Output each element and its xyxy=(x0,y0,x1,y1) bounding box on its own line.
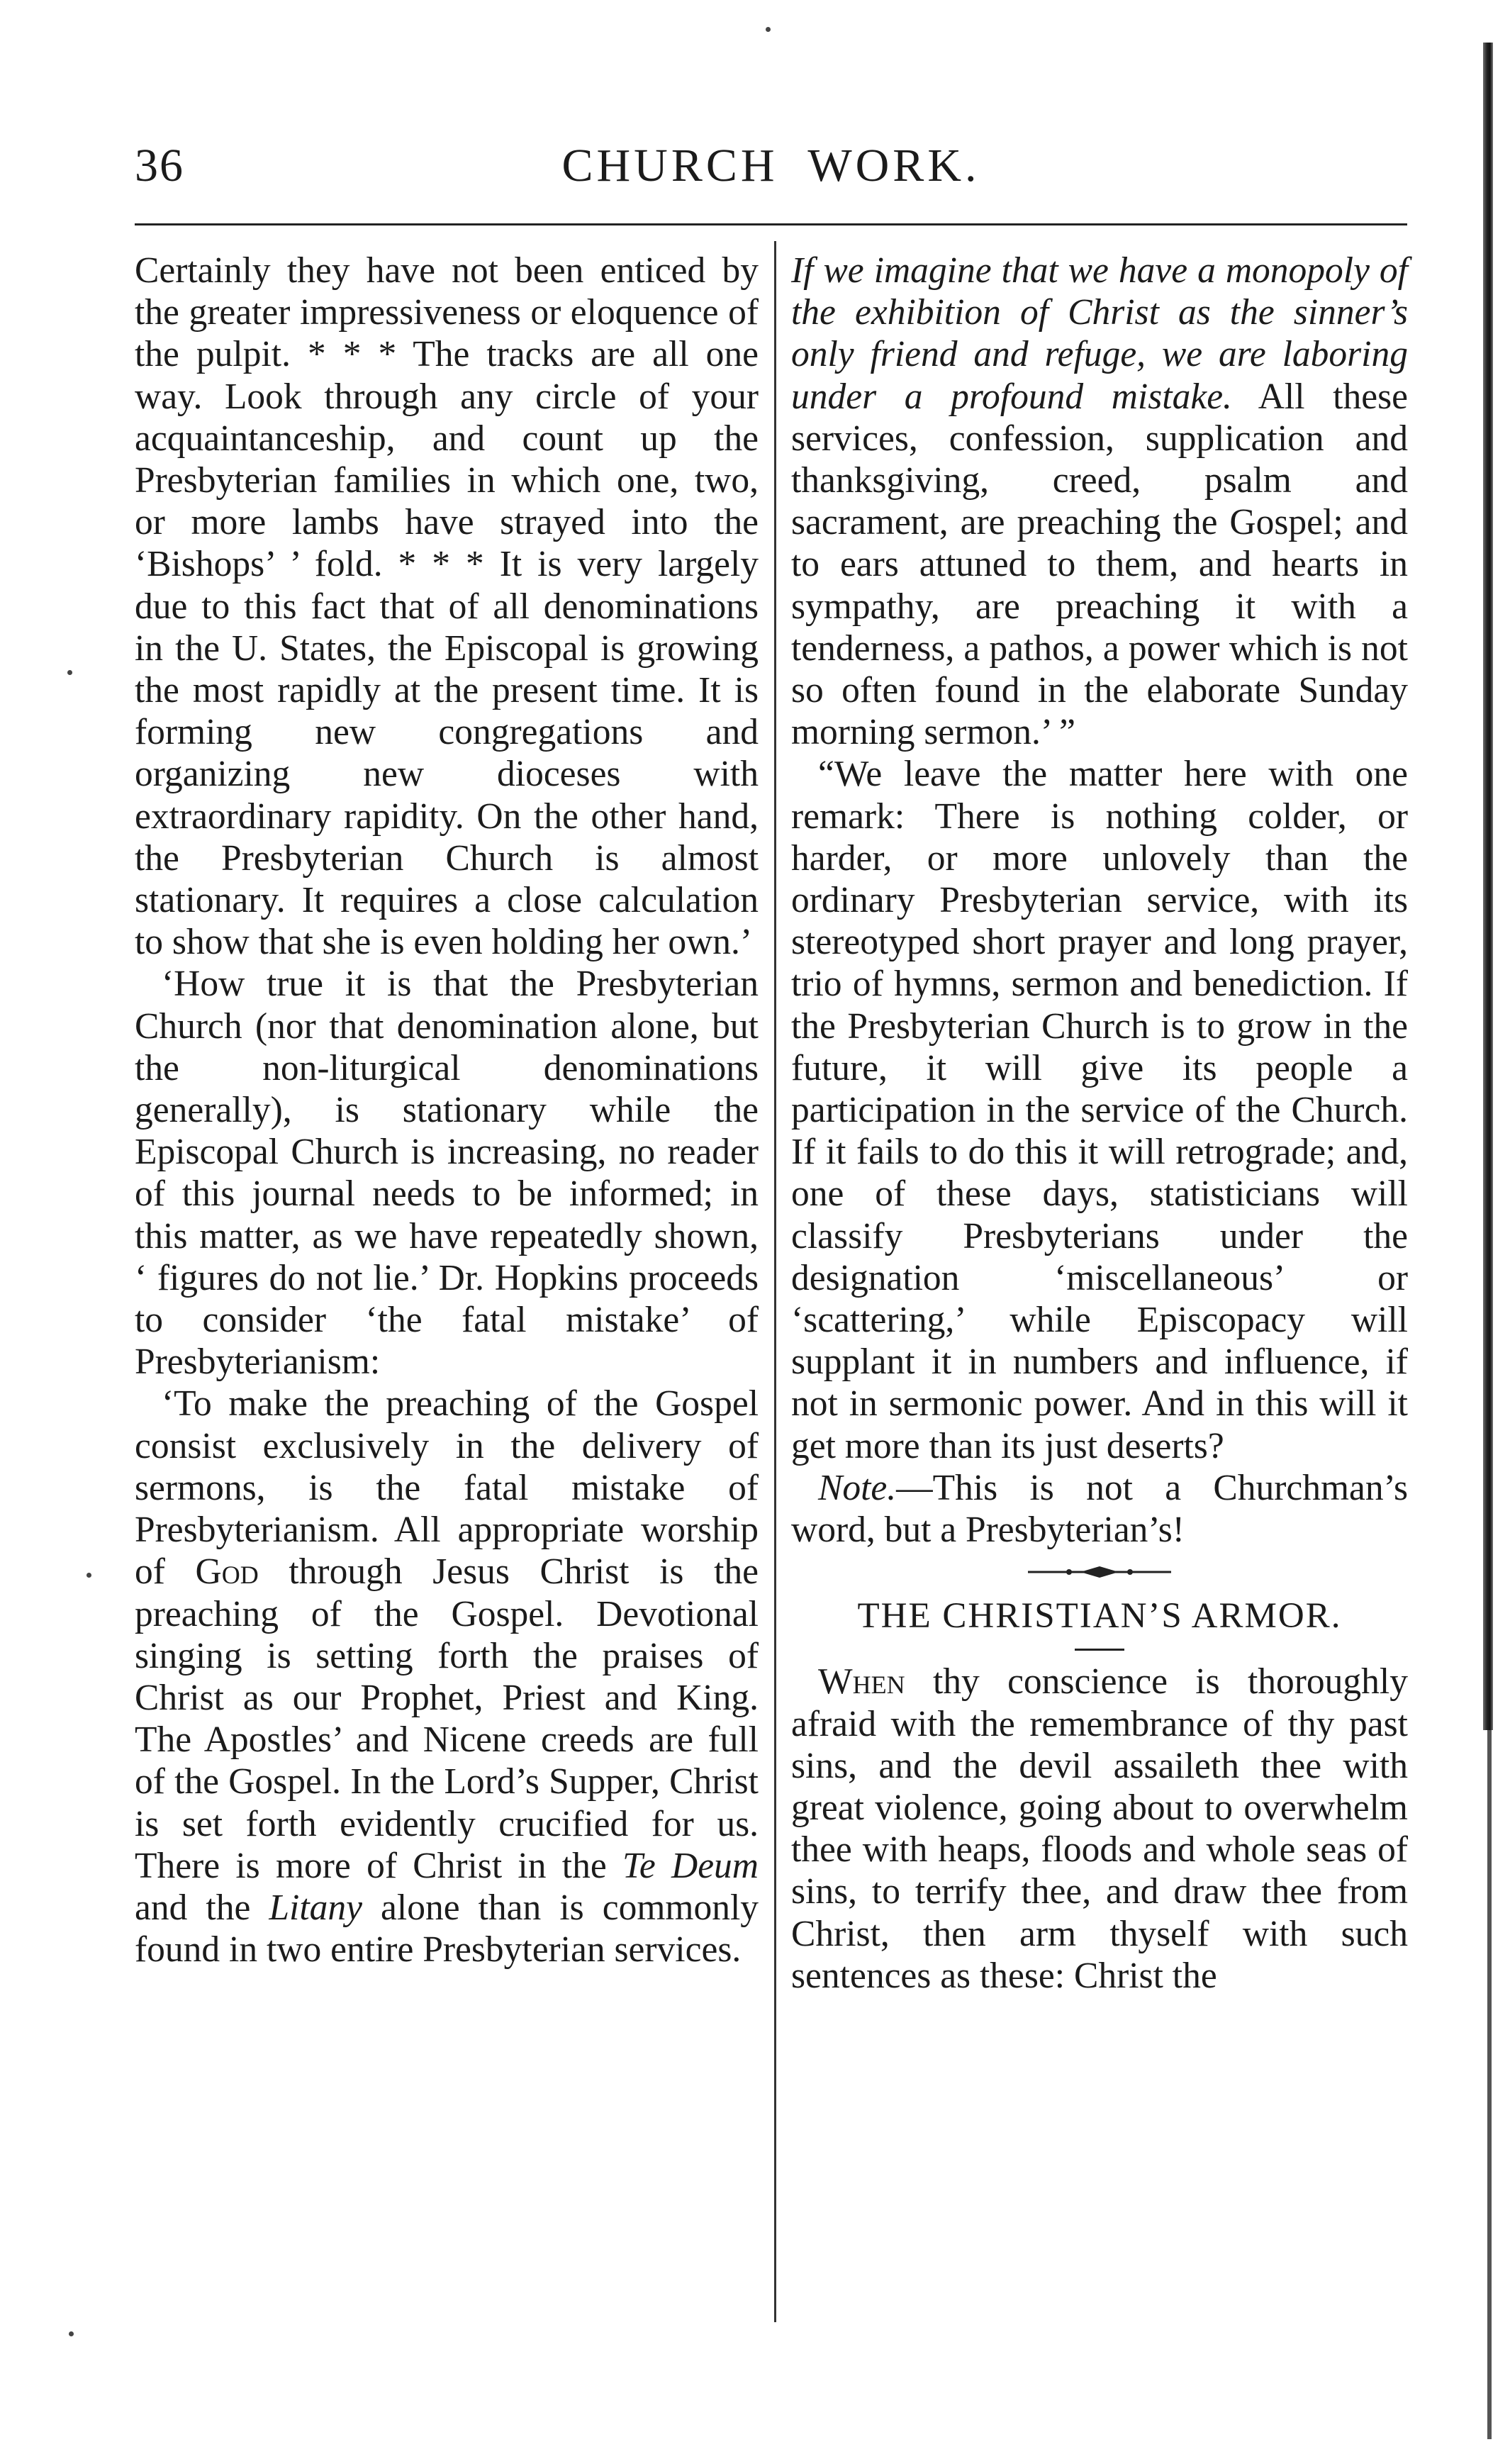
italic-title: Litany xyxy=(269,1887,362,1928)
paragraph xyxy=(135,1383,759,1970)
paragraph xyxy=(791,1661,1408,1997)
right-column xyxy=(791,250,1408,1997)
left-column xyxy=(135,250,759,1970)
text-run: through Jesus Christ is the preaching of the Gospel. Devotional singing is setting forth the praises of Christ as our Prophet, Priest and King. The Apostles’ and Nicene creeds are full of the Gospel. In the Lord’s Supper, Christ is set forth evidently crucified for us. There is more of Christ in the xyxy=(135,1551,759,1886)
text-run: All these services, confession, supplication and thanksgiving, creed, psalm and sacrament, are preaching the Gospel; and to ears attuned to them, and hearts in sympathy, are preaching it with a tenderness, a pathos, a power which is not so often found in the elaborate Sunday morning sermon.’ ” xyxy=(791,376,1408,753)
page-edge-shadow xyxy=(1483,43,1493,1730)
paragraph: “We leave the matter here with one remark: There is nothing colder, or harder, or more unlovely than the ordinary Presbyterian service, with its stereotyped short prayer and long prayer, trio of hymns, sermon and benediction. If the Presbyterian Church is to grow in the future, it will give its people a participation in the service of the Church. If it fails to do this it will retrograde; and, one of these days, statisticians will classify Presbyterians under the designation ‘miscellaneous’ or ‘scattering,’ while Episcopacy will supplant it in numbers and influence, if not in sermonic power. And in this will it get more than its just deserts? xyxy=(791,754,1408,1466)
note-label: Note. xyxy=(818,1467,897,1508)
speck xyxy=(766,27,771,32)
title-dash xyxy=(1075,1649,1124,1651)
running-title: CHURCH WORK. xyxy=(561,140,980,191)
speck xyxy=(86,1573,91,1578)
small-caps-lead: When xyxy=(818,1661,905,1702)
paragraph: ‘How true it is that the Presbyterian Church (nor that denomination alone, but the non-liturgical denominations generally), is stationary while the Episcopal Church is increasing, no reader of this journal needs to be informed; in this matter, as we have repeatedly shown, ‘ figures do not lie.’ Dr. Hopkins proceeds to consider ‘the fatal mistake’ of Presbyterianism: xyxy=(135,964,759,1383)
note-paragraph xyxy=(791,1467,1408,1551)
note-text: —This is not a Churchman’s word, but a Presbyterian’s! xyxy=(791,1467,1408,1551)
section-title: THE CHRISTIAN’S ARMOR. xyxy=(857,1596,1342,1637)
section-ornament xyxy=(1025,1565,1174,1579)
italic-title: Te Deum xyxy=(622,1845,759,1886)
text-run: ‘To make the preaching of the Gospel consist exclusively in the delivery of sermons, is the fatal mistake of Presbyterianism. All appropriate worship of xyxy=(135,1383,759,1593)
small-caps-word: God xyxy=(195,1551,259,1593)
column-divider xyxy=(774,241,776,2322)
speck xyxy=(67,670,72,675)
paragraph xyxy=(791,250,1408,753)
page-number: 36 xyxy=(135,140,184,191)
italic-passage: If we imagine that we have a monopoly of the exhibition of Christ as the sinner’s only friend and refuge, we are laboring under a profound mistake. xyxy=(791,250,1408,417)
text-run: alone than is commonly found in two entire Presbyterian services. xyxy=(135,1887,759,1970)
text-run: thy conscience is thoroughly afraid with the remembrance of thy past sins, and the devil assaileth thee with great violence, going about to overwhelm thee with heaps, floods and whole seas of sins, to terrify thee, and draw thee from Christ, then arm thyself with such sentences as these: Christ the xyxy=(791,1661,1408,1996)
text-run: and the xyxy=(135,1887,269,1928)
speck xyxy=(69,2331,74,2336)
page-header xyxy=(135,139,1407,217)
page-edge-shadow xyxy=(1487,1730,1492,2439)
paragraph: Certainly they have not been enticed by the greater impressiveness or eloquence of the pulpit. * * * The tracks are all one way. Look through any circle of your acquaintanceship, and count up the Presbyterian families in which one, two, or more lambs have strayed into the ‘Bishops’ ’ fold. * * * It is very largely due to this fact that of all denominations in the U. States, the Episcopal is growing the most rapidly at the present time. It is forming new congregations and organizing new dioceses with extraordinary rapidity. On the other hand, the Presbyterian Church is almost stationary. It requires a close calculation to show that she is even holding her own.’ xyxy=(135,250,759,963)
header-rule xyxy=(135,223,1407,225)
